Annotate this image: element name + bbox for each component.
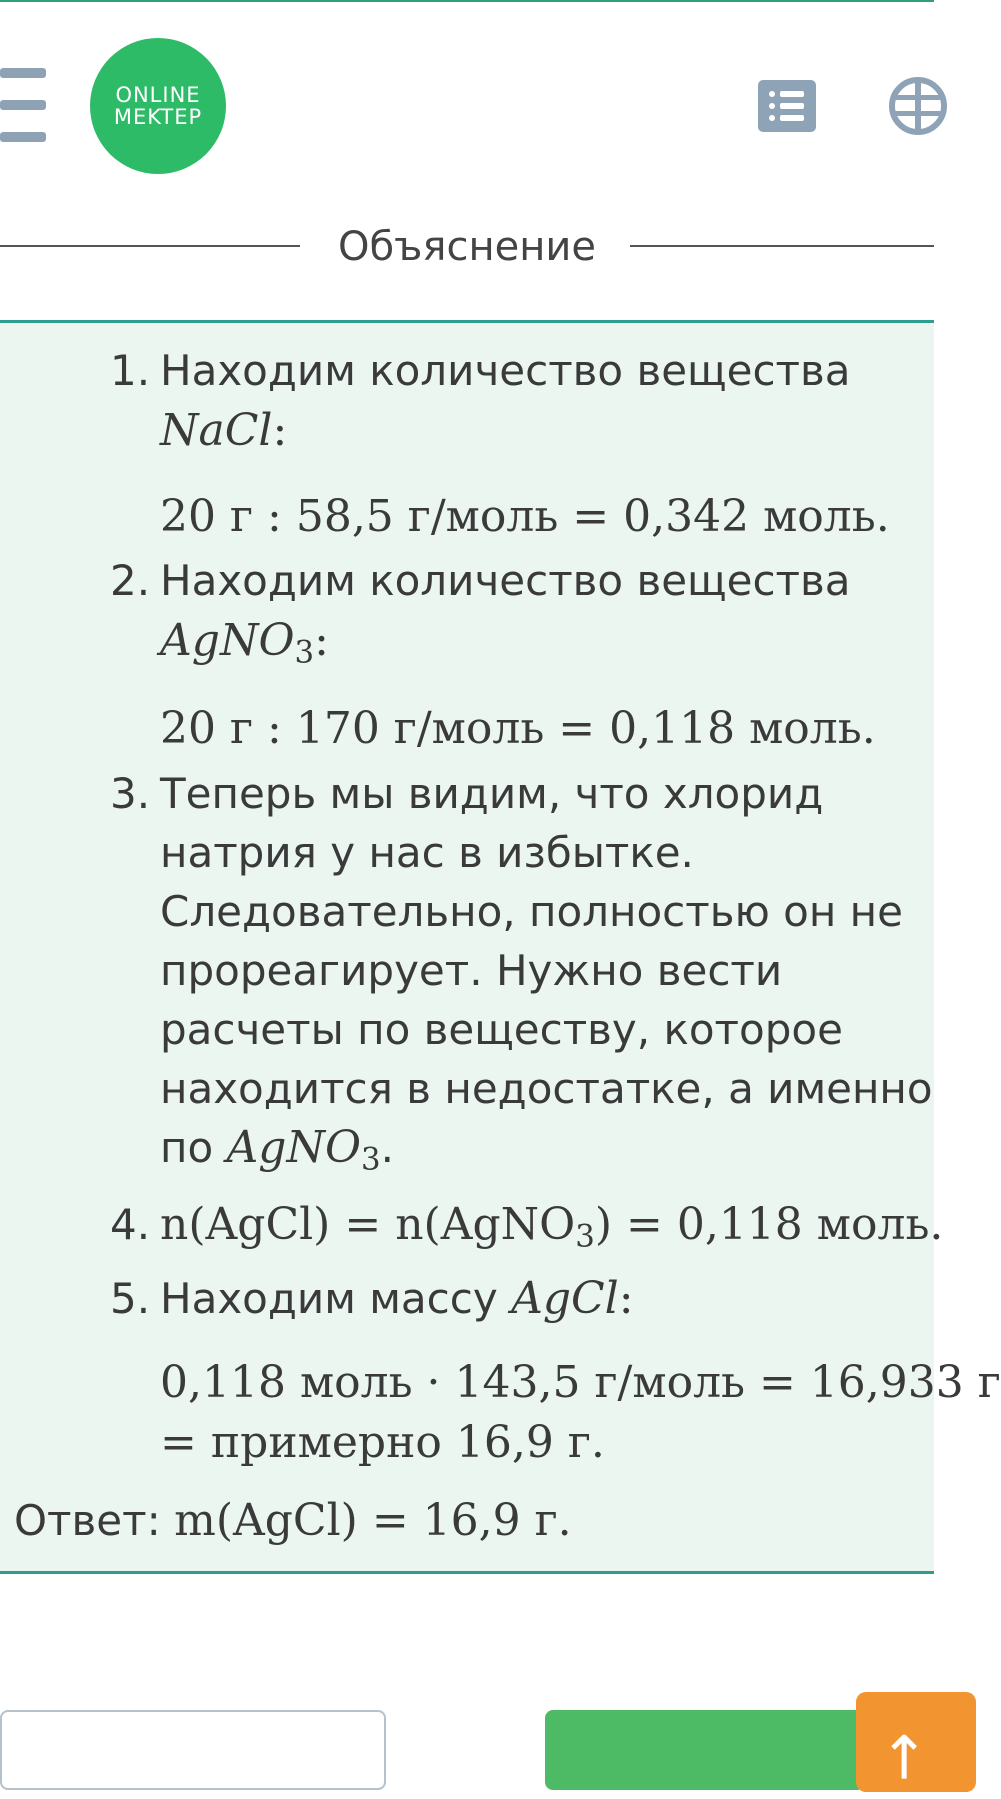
step-2-number: 2. (110, 556, 151, 605)
step-3-number: 3. (110, 769, 151, 818)
step-1-colon: : (272, 405, 288, 456)
hamburger-icon[interactable] (0, 68, 46, 142)
step-3-line-2: натрия у нас в избытке. (160, 828, 694, 877)
step-1-text: Находим количество вещества (160, 346, 851, 395)
online-mektep-logo[interactable] (90, 38, 226, 174)
step-5-calculation-2: = примерно 16,9 г. (160, 1417, 605, 1468)
step-1-formula-line (160, 403, 287, 459)
step-5-number: 5. (110, 1274, 151, 1323)
step-4-sub: 3 (575, 1218, 595, 1255)
step-5-calculation-1: 0,118 моль · 143,5 г/моль = 16,933 г (160, 1357, 1001, 1408)
step-3-prefix: по (160, 1123, 214, 1172)
step-2-calculation: 20 г : 170 г/моль = 0,118 моль. (160, 703, 876, 754)
answer-value: m(AgCl) = 16,9 г. (174, 1495, 572, 1546)
arrow-icon: ↖ (862, 1713, 948, 1799)
step-2-colon: : (314, 615, 329, 666)
step-3-line-4: прореагирует. Нужно вести (160, 946, 783, 995)
step-2-formula-line (160, 613, 329, 669)
section-divider (0, 222, 934, 272)
step-1-calculation: 20 г : 58,5 г/моль = 0,342 моль. (160, 491, 890, 542)
list-icon[interactable] (758, 80, 816, 132)
step-3-line-1: Теперь мы видим, что хлорид (160, 769, 824, 818)
logo-text-line1: ONLINE (115, 83, 201, 107)
step-4-right: ) = 0,118 моль. (594, 1199, 944, 1250)
step-5-text-line (160, 1271, 634, 1327)
logo-text-line2: MEKTEP (113, 105, 203, 129)
scroll-top-button[interactable] (856, 1692, 976, 1799)
step-1-formula: NaCl (160, 405, 273, 456)
step-4-equation (160, 1197, 943, 1253)
step-2-text: Находим количество вещества (160, 556, 851, 605)
globe-icon[interactable] (889, 77, 947, 135)
step-3-dot: . (380, 1123, 394, 1172)
step-1-number: 1. (110, 346, 151, 395)
step-5-text: Находим массу (160, 1274, 498, 1323)
step-5-colon: : (618, 1273, 634, 1324)
step-2-formula: AgNO$_3$ (160, 615, 315, 671)
step-5-formula: AgCl (511, 1273, 619, 1324)
explanation-panel (0, 320, 1001, 1574)
next-button[interactable] (545, 1710, 865, 1790)
step-3-line-7 (160, 1120, 394, 1176)
answer-line (14, 1493, 572, 1549)
step-3-line-5: расчеты по веществу, которое (160, 1005, 843, 1054)
step-3-line-6: находится в недостатке, а именно (160, 1064, 933, 1113)
step-3-formula: AgNO$_3$ (226, 1122, 381, 1178)
step-4-left: n(AgCl) = n(AgNO (160, 1199, 576, 1250)
header (0, 0, 934, 200)
step-4-number: 4. (110, 1200, 151, 1249)
step-3-line-3: Следовательно, полностью он не (160, 887, 903, 936)
previous-button[interactable] (0, 1710, 386, 1790)
divider-line-right (630, 245, 934, 247)
section-title: Объяснение (338, 224, 596, 270)
answer-label: Ответ: (14, 1496, 161, 1545)
